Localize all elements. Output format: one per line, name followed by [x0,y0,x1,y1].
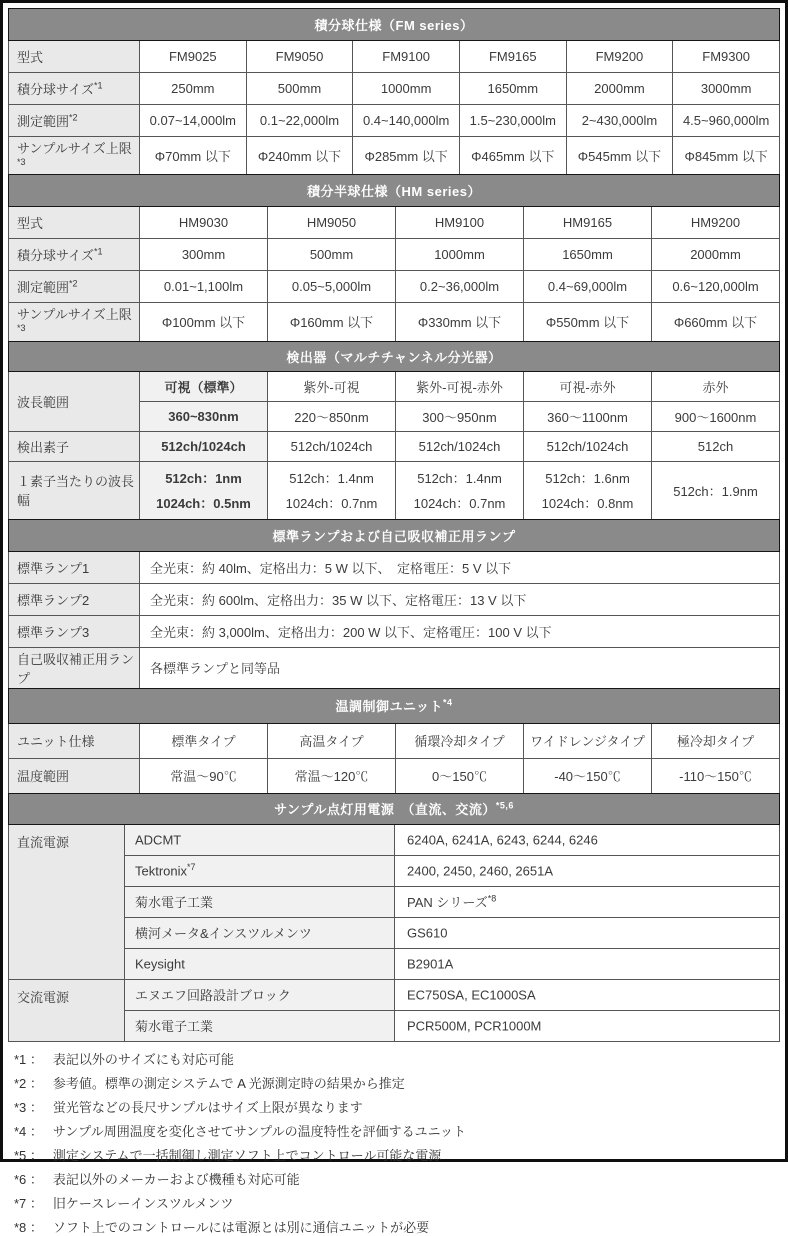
spec-cell: Φ465mm 以下 [459,137,566,175]
footnote: *7 ： 旧ケースレーインスツルメンツ [14,1195,234,1211]
spec-cell: 0.6~120,000lm [652,271,780,303]
table-row [9,583,780,615]
row-label: 型式 [9,207,140,239]
spec-cell: 500mm [268,239,396,271]
table-row [9,303,780,341]
row-label: 積分球サイズ$^{*1}$ [9,239,140,271]
spec-cell: Φ545mm 以下 [566,137,673,175]
spec-cell: ワイドレンジタイプ [524,723,652,758]
spec-cell: 220～850nm [268,401,396,431]
table-row [9,73,780,105]
table-row [9,615,780,647]
spec-cell: 0.4~140,000lm [353,105,460,137]
section-header-row [9,688,780,723]
table-row [9,948,780,979]
spec-cell: 3000mm [673,73,780,105]
table-row [9,431,780,461]
table-row [9,239,780,271]
power-section-title: サンプル点灯用電源 （直流、交流）$^{*5,6}$ [9,793,780,824]
spec-cell: 512ch/1024ch [268,431,396,461]
spec-cell: 512ch/1024ch [396,431,524,461]
footnotes [8,1042,780,1236]
section-header-row [9,9,780,41]
spec-cell: HM9165 [524,207,652,239]
maker-cell: 菊水電子工業 [125,1010,395,1041]
spec-cell: 0.2~36,000lm [396,271,524,303]
fm-series-table [8,8,780,175]
row-label: サンプルサイズ上限$^{*3}$ [9,303,140,341]
row-label: 標準ランプ2 [9,583,140,615]
spec-cell: Φ550mm 以下 [524,303,652,341]
spec-cell: FM9165 [459,41,566,73]
models-cell: B2901A [395,948,780,979]
section-header-row [9,341,780,371]
section-header-row [9,519,780,551]
table-row [9,723,780,758]
temp-section-title: 温調制御ユニット$^{*4}$ [9,688,780,723]
lamp-table [8,519,780,689]
spec-cell: 可視-赤外 [524,371,652,401]
spec-cell: Φ160mm 以下 [268,303,396,341]
spec-cell: Φ70mm 以下 [140,137,247,175]
table-row [9,461,780,519]
table-row [9,917,780,948]
hm-series-table [8,174,780,341]
maker-cell: ADCMT [125,824,395,855]
spec-cell: 0.1~22,000lm [246,105,353,137]
spec-cell: 512ch：1.9nm [652,461,780,519]
spec-cell: 512ch/1024ch [524,431,652,461]
spec-cell: 2000mm [652,239,780,271]
power-supply-table [8,793,780,1042]
detector-table [8,341,780,520]
footnote: *8 ： ソフト上でのコントロールには電源とは別に通信ユニットが必要 [14,1219,430,1235]
spec-cell: HM9030 [140,207,268,239]
spec-cell: 常温～90℃ [140,758,268,793]
spec-cell: Φ660mm 以下 [652,303,780,341]
spec-cell: 紫外-可視-赤外 [396,371,524,401]
table-row [9,758,780,793]
spec-cell: 360~830nm [140,401,268,431]
spec-cell: 0.4~69,000lm [524,271,652,303]
row-label: ユニット仕様 [9,723,140,758]
temperature-control-table [8,688,780,794]
spec-cell: FM9300 [673,41,780,73]
spec-cell: Φ285mm 以下 [353,137,460,175]
spec-cell: 300mm [140,239,268,271]
row-label: 積分球サイズ$^{*1}$ [9,73,140,105]
row-label: 波長範囲 [9,371,140,431]
spec-cell: 0.05~5,000lm [268,271,396,303]
spec-cell: 0.01~1,100lm [140,271,268,303]
table-row [9,824,780,855]
models-cell: PCR500M, PCR1000M [395,1010,780,1041]
maker-cell: エヌエフ回路設計ブロック [125,979,395,1010]
table-row [9,207,780,239]
spec-cell: HM9050 [268,207,396,239]
lamp-section-title: 標準ランプおよび自己吸収補正用ランプ [9,519,780,551]
spec-cell: Φ845mm 以下 [673,137,780,175]
spec-cell: Φ100mm 以下 [140,303,268,341]
spec-cell: 紫外-可視 [268,371,396,401]
spec-cell: 300～950nm [396,401,524,431]
spec-cell: 250mm [140,73,247,105]
hm-section-title: 積分半球仕様（HM series） [9,175,780,207]
maker-cell: Tektronix$^{*7}$ [125,855,395,886]
models-cell: EC750SA, EC1000SA [395,979,780,1010]
spec-cell: 1000mm [396,239,524,271]
spec-cell: 赤外 [652,371,780,401]
table-row [9,855,780,886]
spec-cell: FM9100 [353,41,460,73]
row-label: 標準ランプ3 [9,615,140,647]
row-label: 直流電源 [9,824,125,979]
spec-cell: 900～1600nm [652,401,780,431]
spec-cell: 512ch：1.4nm 1024ch：0.7nm [268,461,396,519]
models-cell: PAN シリーズ$^{*8}$ [395,886,780,917]
footnote: *6 ： 表記以外のメーカーおよび機種も対応可能 [14,1171,300,1187]
spec-cell: 全光束：約 600lm、定格出力：35 W 以下、定格電圧：13 V 以下 [140,583,780,615]
spec-cell: 標準タイプ [140,723,268,758]
footnote: *1 ： 表記以外のサイズにも対応可能 [14,1051,234,1067]
spec-cell: 各標準ランプと同等品 [140,647,780,688]
footnote: *2 ： 参考値。標準の測定システムで A 光源測定時の結果から推定 [14,1075,405,1091]
footnote: *4 ： サンプル周囲温度を変化させてサンプルの温度特性を評価するユニット [14,1123,467,1139]
table-row [9,551,780,583]
table-row [9,137,780,175]
row-label: １素子当たりの波長幅 [9,461,140,519]
spec-cell: HM9200 [652,207,780,239]
spec-cell: 循環冷却タイプ [396,723,524,758]
table-row [9,886,780,917]
spec-cell: HM9100 [396,207,524,239]
spec-cell: 0～150℃ [396,758,524,793]
spec-cell: FM9025 [140,41,247,73]
spec-cell: FM9200 [566,41,673,73]
row-label: 測定範囲$^{*2}$ [9,271,140,303]
spec-cell: 512ch：1.4nm 1024ch：0.7nm [396,461,524,519]
spec-cell: 512ch [652,431,780,461]
row-label: 測定範囲$^{*2}$ [9,105,140,137]
spec-cell: FM9050 [246,41,353,73]
spec-sheet [8,8,780,1236]
spec-cell: 500mm [246,73,353,105]
row-label: 温度範囲 [9,758,140,793]
section-header-row [9,175,780,207]
footnote: *5 ： 測定システムで一括制御し測定ソフト上でコントロール可能な電源 [14,1147,442,1163]
spec-cell: 4.5~960,000lm [673,105,780,137]
spec-cell: 全光束：約 40lm、定格出力：5 W 以下、 定格電圧：5 V 以下 [140,551,780,583]
table-row [9,647,780,688]
models-cell: 2400, 2450, 2460, 2651A [395,855,780,886]
spec-cell: 2~430,000lm [566,105,673,137]
table-row [9,979,780,1010]
table-row [9,271,780,303]
spec-cell: -110～150℃ [652,758,780,793]
spec-cell: 極冷却タイプ [652,723,780,758]
spec-cell: Φ240mm 以下 [246,137,353,175]
spec-cell: 可視（標準） [140,371,268,401]
spec-cell: 0.07~14,000lm [140,105,247,137]
row-label: 検出素子 [9,431,140,461]
row-label: 型式 [9,41,140,73]
maker-cell: Keysight [125,948,395,979]
row-label: 自己吸収補正用ランプ [9,647,140,688]
footnote: *3 ： 蛍光管などの長尺サンプルはサイズ上限が異なります [14,1099,363,1115]
spec-cell: Φ330mm 以下 [396,303,524,341]
spec-cell: 512ch：1nm 1024ch：0.5nm [140,461,268,519]
spec-cell: 1.5~230,000lm [459,105,566,137]
spec-cell: 360～1100nm [524,401,652,431]
fm-section-title: 積分球仕様（FM series） [9,9,780,41]
spec-cell: 1650mm [459,73,566,105]
maker-cell: 横河メータ&インスツルメンツ [125,917,395,948]
spec-cell: 512ch/1024ch [140,431,268,461]
maker-cell: 菊水電子工業 [125,886,395,917]
detector-section-title: 検出器（マルチチャンネル分光器） [9,341,780,371]
row-label: 標準ランプ1 [9,551,140,583]
spec-cell: 高温タイプ [268,723,396,758]
spec-cell: 1000mm [353,73,460,105]
table-row [9,371,780,401]
section-header-row [9,793,780,824]
models-cell: GS610 [395,917,780,948]
spec-cell: 512ch：1.6nm 1024ch：0.8nm [524,461,652,519]
table-row [9,41,780,73]
table-row [9,105,780,137]
table-row [9,1010,780,1041]
spec-cell: 1650mm [524,239,652,271]
row-label: 交流電源 [9,979,125,1041]
spec-cell: -40～150℃ [524,758,652,793]
spec-cell: 2000mm [566,73,673,105]
spec-cell: 全光束：約 3,000lm、定格出力：200 W 以下、定格電圧：100 V 以下 [140,615,780,647]
row-label: サンプルサイズ上限$^{*3}$ [9,137,140,175]
spec-cell: 常温～120℃ [268,758,396,793]
models-cell: 6240A, 6241A, 6243, 6244, 6246 [395,824,780,855]
